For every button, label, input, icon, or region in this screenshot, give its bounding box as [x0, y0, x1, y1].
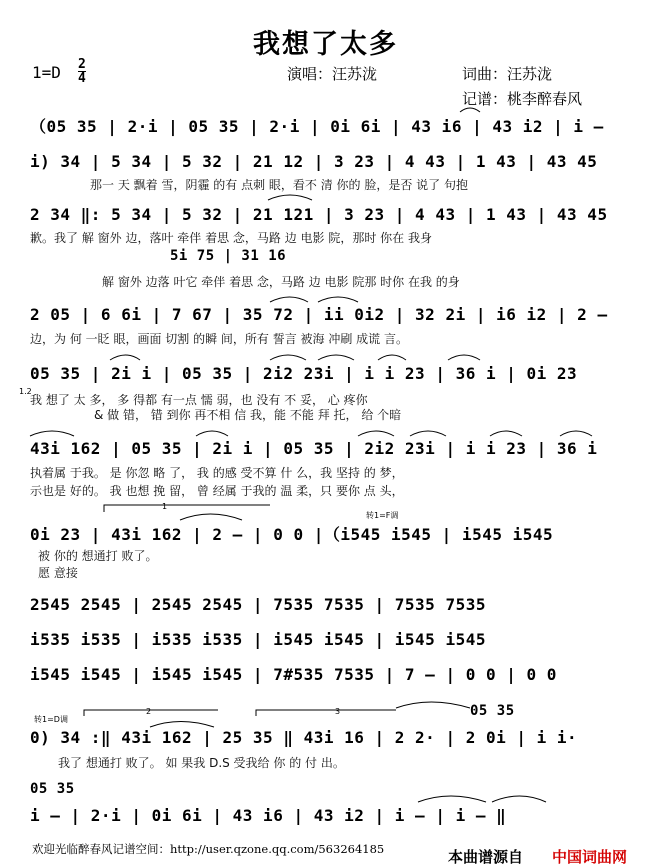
- notation-row-4: 2 05 | 6 6i | 7 67 | 35 72 | ii 0i2 | 32 2i | i6 i2 | 2 –: [30, 305, 608, 324]
- key-change-f: 转1=F调: [366, 511, 399, 520]
- lyric-line-7: 执着属 于我。 是 你忽 略 了， 我 的感 受不算 什 么，我 坚持 的 梦，: [30, 466, 404, 480]
- slur-mark: [396, 702, 470, 708]
- key-signature: 1=D: [32, 63, 61, 82]
- volta-bracket-3: [256, 710, 396, 716]
- slur-mark: [270, 297, 308, 302]
- time-signature-bottom: 4: [78, 71, 86, 86]
- alt-notation: 5i 75 | 31 16: [170, 248, 287, 264]
- slur-mark: [180, 514, 242, 520]
- slur-mark: [196, 431, 228, 436]
- notation-row-13: i – | 2·i | 0i 6i | 43 i6 | 43 i2 | i – | i – ‖: [30, 806, 507, 825]
- slur-mark: [560, 431, 592, 436]
- slur-mark: [110, 355, 140, 360]
- slur-mark: [460, 108, 480, 112]
- singer-credit: 演唱：汪苏泷: [287, 65, 378, 83]
- pickup-notation: 05 35: [470, 703, 515, 719]
- song-title: 我想了太多: [253, 29, 398, 60]
- verse-mark: 1.2: [19, 387, 32, 396]
- time-signature-top: 2: [78, 57, 86, 72]
- slur-mark: [490, 431, 522, 436]
- footer-credit: 欢迎光临醉春风记谱空间：http://user.qzone.qq.com/563264185: [32, 842, 385, 856]
- source-label: 本曲谱源自: [448, 848, 524, 866]
- volta-three-label: 3: [335, 707, 341, 716]
- slur-mark: [270, 355, 306, 360]
- volta-bracket-1: [104, 505, 270, 512]
- notation-row-6: 43i 162 | 05 35 | 2i i | 05 35 | 2i2 23i | i i 23 | 36 i: [30, 439, 598, 458]
- lyric-line-11: 我了 想通打 败了。 如 果我 D.S 受我给 你 的 付 出。: [58, 756, 345, 770]
- volta-one-label: 1: [162, 502, 168, 511]
- slur-mark: [358, 431, 394, 436]
- slur-mark: [30, 431, 74, 436]
- notation-row-7: 0i 23 | 43i 162 | 2 – | 0 0 |（i545 i545 | i545 i545: [30, 525, 554, 544]
- lyric-line-5: 我 想了 太 多， 多 得都 有一点 懦 弱，也 没有 不 妥， 心 疼你: [30, 393, 368, 407]
- notation-row-1: （05 35 | 2·i | 05 35 | 2·i | 0i 6i | 43 i6 | 43 i2 | i –: [30, 117, 604, 136]
- lyric-line-10: 愿 意接: [38, 566, 78, 580]
- volta-two-label: 2: [146, 707, 152, 716]
- lyric-line-2: 歉。我了 解 窗外 边，落叶 牵伴 着思 念，马路 边 电影 院，那时 你在 我身: [30, 231, 432, 245]
- notation-row-5: 05 35 | 2i i | 05 35 | 2i2 23i | i i 23 | 36 i | 0i 23: [30, 364, 578, 383]
- slur-mark: [418, 796, 486, 802]
- lyric-line-1: 那一 天 飘着 雪，阴霾 的有 点刺 眼，看不 清 你的 脸，是否 说了 句抱: [90, 178, 468, 192]
- lyric-line-4: 边，为 何 一眨 眼，画面 切割 的瞬 间，所有 誓言 被海 冲刷 成谎 言。: [30, 332, 408, 346]
- notation-row-3: 2 34 ‖: 5 34 | 5 32 | 21 121 | 3 23 | 4 43 | 1 43 | 43 45: [30, 205, 608, 224]
- lyric-line-3: 解 窗外 边落 叶它 牵伴 着思 念，马路 边 电影 院那 时你 在我 的身: [102, 275, 460, 289]
- notation-row-12-pickup: 05 35: [30, 781, 75, 797]
- lyric-line-6: & 做 错， 错 到你 再不相 信 我，能 不能 拜 托， 给 个暗: [94, 408, 402, 422]
- slur-mark: [150, 722, 214, 728]
- slur-mark: [448, 355, 480, 360]
- slur-mark: [318, 355, 354, 360]
- lyric-line-8: 示也是 好的。 我 也想 挽 留， 曾 经属 于我的 温 柔，只 要你 点 头，: [30, 484, 404, 498]
- notation-row-10: i545 i545 | i545 i545 | 7#535 7535 | 7 – | 0 0 | 0 0: [30, 665, 557, 684]
- lyricist-composer-credit: 词曲：汪苏泷: [462, 65, 553, 83]
- slur-mark: [268, 195, 312, 200]
- site-label: 中国词曲网: [552, 848, 628, 866]
- notation-row-8: 2545 2545 | 2545 2545 | 7535 7535 | 7535 7535: [30, 595, 486, 614]
- notation-row-2: i) 34 | 5 34 | 5 32 | 21 12 | 3 23 | 4 43 | 1 43 | 43 45: [30, 152, 598, 171]
- slur-mark: [378, 355, 406, 360]
- transcriber-credit: 记谱：桃李醉春风: [462, 90, 583, 108]
- notation-row-9: i535 i535 | i535 i535 | i545 i545 | i545 i545: [30, 630, 486, 649]
- volta-bracket-2: [84, 710, 218, 716]
- slur-mark: [492, 796, 546, 802]
- notation-row-11: 0) 34 :‖ 43i 162 | 25 35 ‖ 43i 16 | 2 2· | 2 0i | i i·: [30, 728, 578, 747]
- slur-mark: [318, 297, 358, 302]
- key-change-d: 转1=D调: [34, 715, 68, 724]
- slur-mark: [410, 431, 446, 436]
- lyric-line-9: 被 你的 想通打 败了。: [38, 549, 158, 563]
